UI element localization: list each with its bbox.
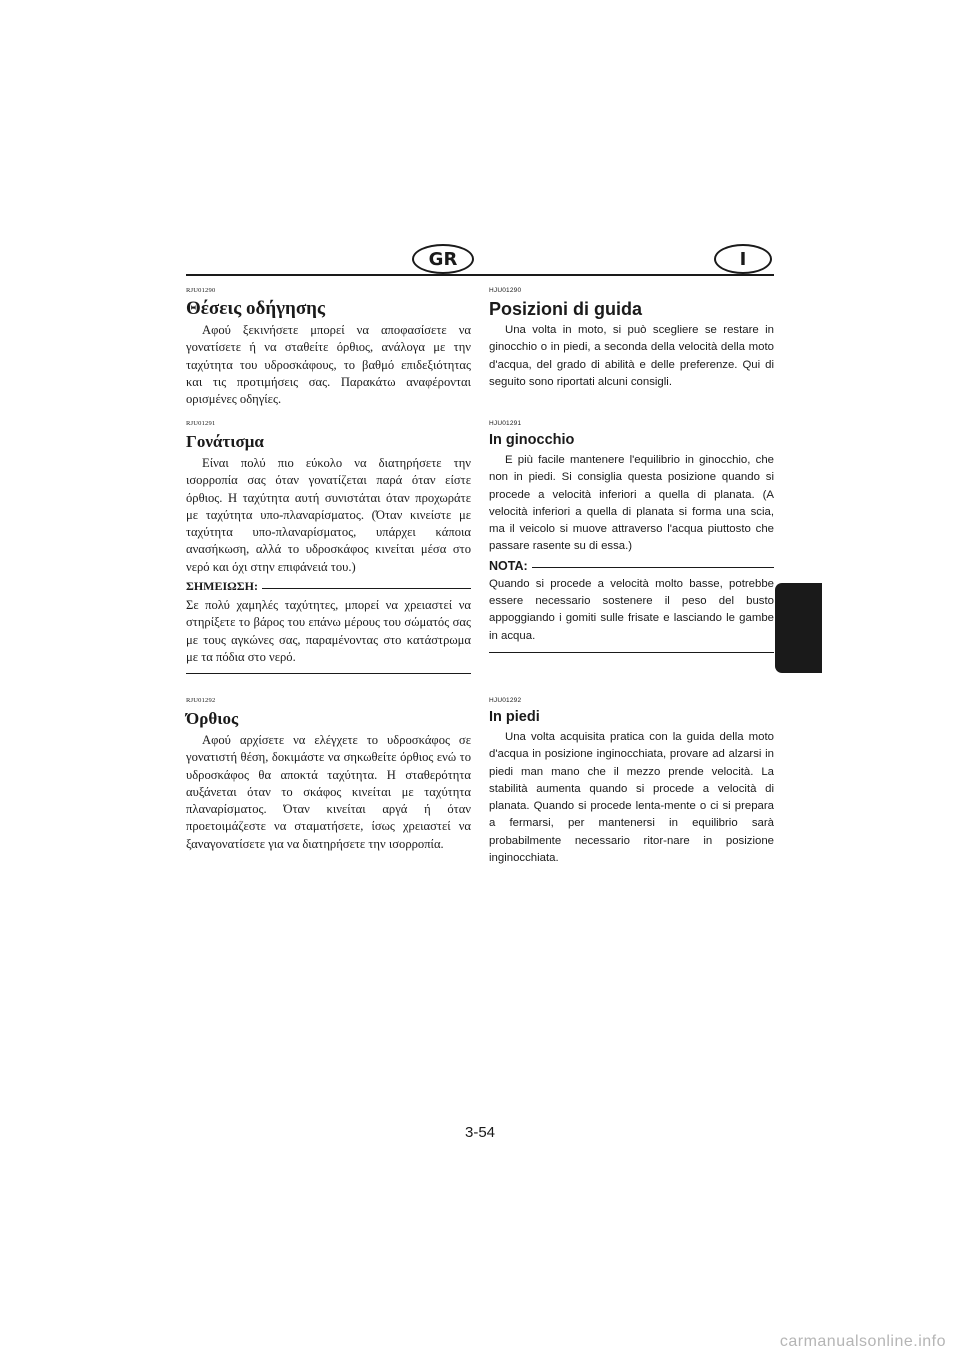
section-text: Αφού αρχίσετε να ελέγχετε το υδροσκάφος σε γονατιστή θέση, δοκιμάστε να σηκωθείτε όρθιος ενώ το υδροσκάφος θα αποκτά ταχύτητα. Η σταθερότητα αυξάνεται όταν το σκάφος κινείται με ταχύτητα πλαναρίσματος. Όταν κινείται αργά ή όταν προετοιμάζεστε να σταματήσετε, ίσως χρειαστεί να ξαναγονατίσετε για να διατηρήσετε την ισορροπία.	[186, 733, 471, 851]
section-heading: Όρθιος	[186, 709, 239, 728]
section-heading: In ginocchio	[489, 432, 575, 448]
section-heading: Γονάτισμα	[186, 432, 264, 451]
greek-section-standing	[186, 697, 471, 853]
note-label: NOTA:	[489, 558, 528, 573]
page-number: 3-54	[464, 1124, 496, 1141]
section-code: HJU01292	[489, 697, 522, 704]
note-header	[489, 559, 774, 573]
note-text: Quando si procede a velocità molto basse, potrebbe essere necessario sostenere il peso del busto appoggiando i gomiti sulle frisate e lasciando le gambe in acqua.	[489, 576, 774, 653]
italian-section-standing	[489, 697, 774, 867]
note-header	[186, 579, 471, 594]
italian-language-badge: I	[714, 244, 772, 274]
note-text: Σε πολύ χαμηλές ταχύτητες, μπορεί να χρειαστεί να στηρίξετε το βάρος του επάνω μέρους του σώματός σας με τους αγκώνες σας, παραμένοντας στο κατάστρωμα με τα πόδια στο νερό.	[186, 597, 471, 674]
header-divider	[186, 274, 774, 276]
italian-section-riding-positions	[489, 287, 774, 391]
chapter-thumb-tab	[775, 583, 822, 673]
section-text: Είναι πολύ πιο εύκολο να διατηρήσετε την ισορροπία σας όταν γονατίζεται παρά όταν είστε όρθιος. Η ταχύτητα αυτή συνιστάται όταν προχωράτε με ταχύτητα υπο-πλαναρίσματος. (Όταν κινείστε με ταχύτητα υπο-πλαναρίσματος, υπάρχει κάποια ανασήκωση, αλλά το υδροσκάφος κινείται μέσα στο νερό και όχι στην επιφάνειά του.)	[186, 456, 471, 574]
note-rule	[262, 588, 471, 589]
section-text: Una volta acquisita pratica con la guida della moto d'acqua in posizione inginocchiata, provare ad alzarsi in piedi man mano che il mezzo prende velocità. La stabilità aumenta quando si procede a velocità di planata. Quando si procede lenta-mente o ci si prepara a fermarsi, per mantenersi in equilibrio sarà probabilmente necessario ritor-nare in posizione inginocchiata.	[489, 731, 774, 865]
greek-language-badge: GR	[412, 244, 474, 274]
watermark: carmanualsonline.info	[779, 1333, 946, 1350]
section-text: E più facile mantenere l'equilibrio in ginocchio, che non in piedi. Si consiglia questa posizione quando si procede a velocità inferiori a quella di planata. (A velocità inferiori a quella di planata si forma una scia, ma il veicolo si muove attraverso l'acqua piuttosto che passare rasente su di essa.)	[489, 454, 774, 553]
greek-section-riding-positions	[186, 287, 471, 408]
section-heading: Posizioni di guida	[489, 299, 642, 319]
section-text: Una volta in moto, si può scegliere se restare in ginocchio o in piedi, a seconda della velocità della moto d'acqua, del grado di abilità e delle preferenze. Qui di seguito sono riportati alcuni consigli.	[489, 324, 774, 388]
section-code: HJU01290	[489, 287, 522, 294]
section-code: RJU01290	[186, 287, 216, 294]
note-rule	[532, 567, 774, 568]
section-code: RJU01292	[186, 697, 216, 704]
note-label: ΣΗΜΕΙΩΣΗ:	[186, 579, 258, 594]
section-code: HJU01291	[489, 420, 522, 427]
language-header	[186, 244, 774, 278]
section-heading: In piedi	[489, 709, 540, 725]
section-code: RJU01291	[186, 420, 216, 427]
italian-section-kneeling	[489, 420, 774, 653]
section-heading: Θέσεις οδήγησης	[186, 298, 325, 319]
section-text: Αφού ξεκινήσετε μπορεί να αποφασίσετε να γονατίσετε ή να σταθείτε όρθιος, ανάλογα με την ταχύτητα του υδροσκάφους, το βαθμό επιδεξιότητας και τις προτιμήσεις σας. Παρακάτω αναφέρονται ορισμένες οδηγίες.	[186, 323, 471, 407]
greek-section-kneeling	[186, 420, 471, 674]
